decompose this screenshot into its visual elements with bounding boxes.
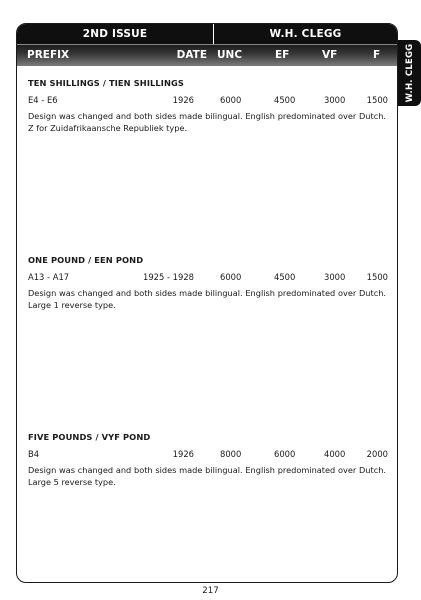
note-description: Design was changed and both sides made bilingual. English predominated over Dutch. Large 1 reverse type. [28, 288, 386, 310]
note-date: 1925 - 1928 [143, 272, 194, 282]
note-price-ef: 6000 [274, 449, 296, 459]
note-price-f: 2000 [366, 449, 388, 459]
note-price-ef: 4500 [274, 272, 296, 282]
page-number: 217 [202, 586, 219, 596]
note-price-f: 1500 [366, 95, 388, 105]
note-entry-five-pounds [28, 431, 390, 488]
note-entry-ten-shillings [28, 77, 390, 134]
note-title: ONE POUND / EEN POND [28, 255, 144, 265]
note-date: 1926 [172, 95, 194, 105]
header-top-bar [17, 24, 397, 44]
column-header-date: DATE [176, 49, 207, 61]
note-description: Design was changed and both sides made bilingual. English predominated over Dutch. Z for Zuidafrikaansche Republiek type. [28, 111, 386, 133]
side-tab-label: W.H. CLEGG [404, 43, 415, 103]
issue-label: 2ND ISSUE [82, 28, 148, 40]
note-price-vf: 4000 [324, 449, 346, 459]
side-tab [398, 40, 421, 106]
note-title: FIVE POUNDS / VYF POND [28, 432, 151, 442]
column-header-vf: VF [322, 49, 338, 61]
note-price-f: 1500 [366, 272, 388, 282]
column-header-bar [17, 44, 397, 66]
note-price-unc: 6000 [220, 272, 242, 282]
note-price-row [28, 270, 390, 284]
note-price-vf: 3000 [324, 272, 346, 282]
note-prefix: E4 - E6 [28, 95, 58, 105]
note-prefix: A13 - A17 [28, 272, 70, 282]
column-header-ef: EF [275, 49, 290, 61]
column-header-f: F [373, 49, 381, 61]
note-entry-one-pound [28, 254, 390, 311]
note-price-row [28, 447, 390, 461]
note-price-unc: 8000 [220, 449, 242, 459]
note-description: Design was changed and both sides made bilingual. English predominated over Dutch. Large 5 reverse type. [28, 465, 386, 487]
column-header-unc: UNC [217, 49, 243, 61]
column-header-prefix: PREFIX [27, 49, 70, 61]
note-price-vf: 3000 [324, 95, 346, 105]
author-label: W.H. CLEGG [269, 28, 342, 40]
note-price-unc: 6000 [220, 95, 242, 105]
note-title: TEN SHILLINGS / TIEN SHILLINGS [28, 78, 185, 88]
note-price-row [28, 93, 390, 107]
note-prefix: B4 [28, 449, 40, 459]
note-price-ef: 4500 [274, 95, 296, 105]
note-date: 1926 [172, 449, 194, 459]
